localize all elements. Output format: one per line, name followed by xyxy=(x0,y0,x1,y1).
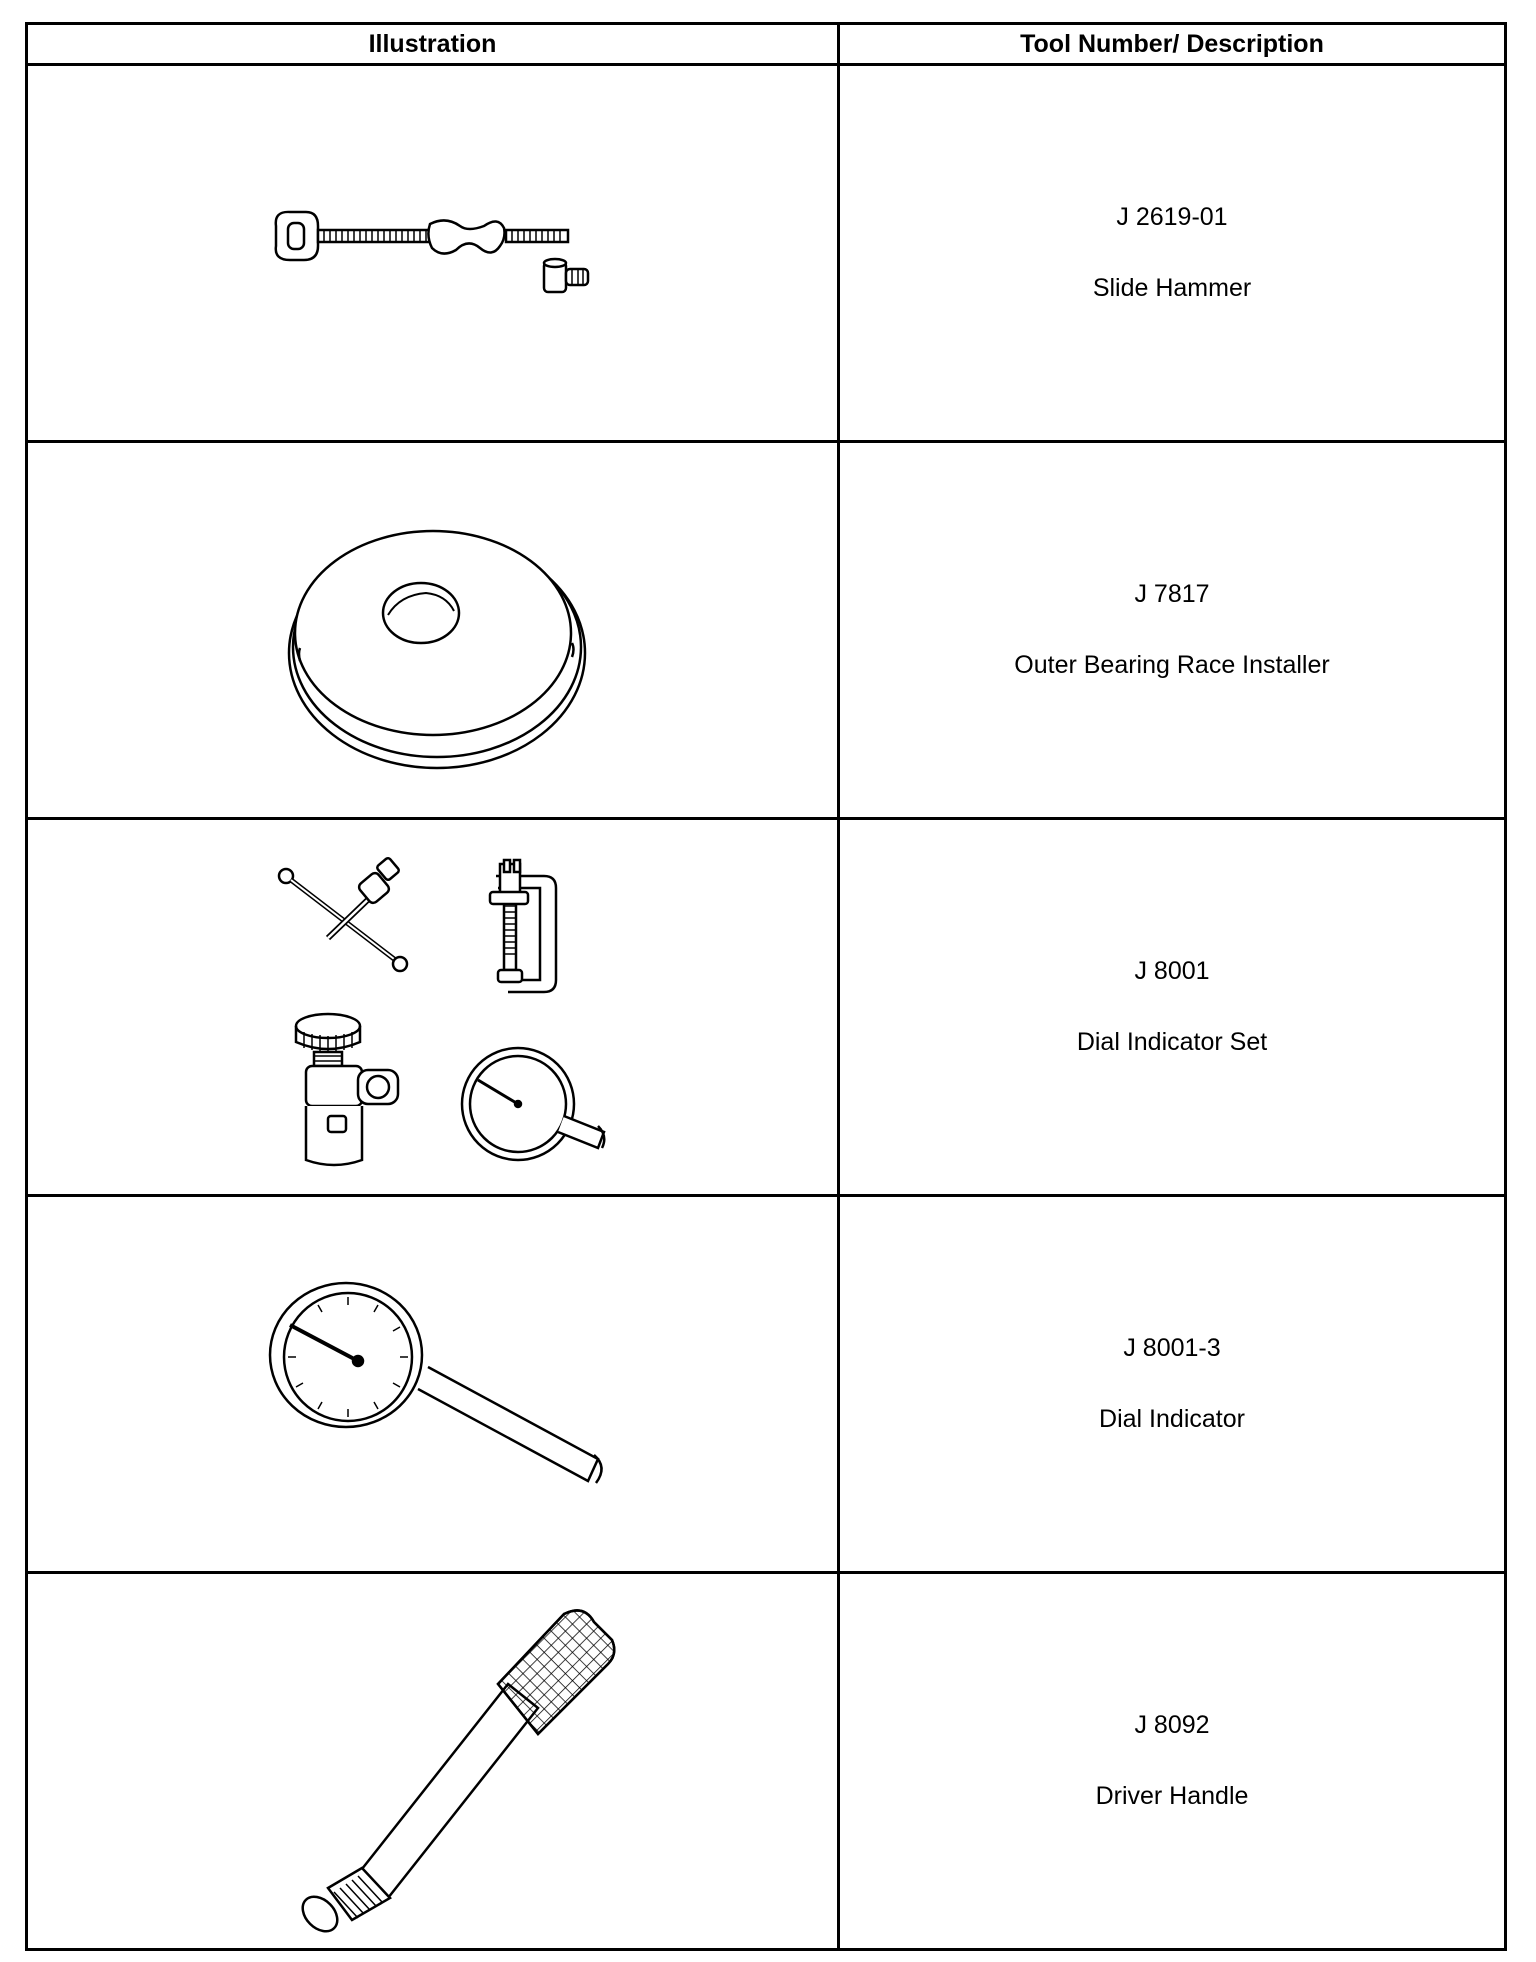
illustration-header: Illustration xyxy=(27,24,839,65)
description-cell xyxy=(839,1573,1506,1950)
table-row xyxy=(27,442,1506,819)
tool-description: Slide Hammer xyxy=(1092,274,1252,302)
tool-description: Dial Indicator Set xyxy=(1076,1028,1268,1056)
description-header: Tool Number/ Description xyxy=(839,24,1506,65)
table-row xyxy=(27,65,1506,442)
description-cell xyxy=(839,65,1506,442)
description-cell xyxy=(839,819,1506,1196)
table-row xyxy=(27,1196,1506,1573)
description-cell xyxy=(839,1196,1506,1573)
tool-number: J 8001-3 xyxy=(1123,1334,1221,1362)
tool-number: J 2619-01 xyxy=(1116,203,1228,231)
bearing-race-installer-icon xyxy=(28,443,834,817)
tool-table xyxy=(25,22,1507,1951)
slide-hammer-icon xyxy=(28,66,834,440)
illustration-cell xyxy=(27,65,839,442)
driver-handle-icon xyxy=(28,1574,834,1948)
tool-description: Dial Indicator xyxy=(1099,1405,1245,1433)
description-cell xyxy=(839,442,1506,819)
illustration-cell xyxy=(27,1196,839,1573)
dial-indicator-icon xyxy=(28,1197,834,1571)
tool-number: J 8001 xyxy=(1134,957,1210,985)
tool-number: J 7817 xyxy=(1134,580,1210,608)
header-row xyxy=(27,24,1506,65)
tool-description: Driver Handle xyxy=(1095,1782,1249,1810)
illustration-cell xyxy=(27,442,839,819)
tool-number: J 8092 xyxy=(1134,1711,1210,1739)
tool-description: Outer Bearing Race Installer xyxy=(1014,651,1330,679)
table-row xyxy=(27,1573,1506,1950)
illustration-cell xyxy=(27,819,839,1196)
table-row xyxy=(27,819,1506,1196)
dial-indicator-set-icon xyxy=(28,820,834,1194)
illustration-cell xyxy=(27,1573,839,1950)
